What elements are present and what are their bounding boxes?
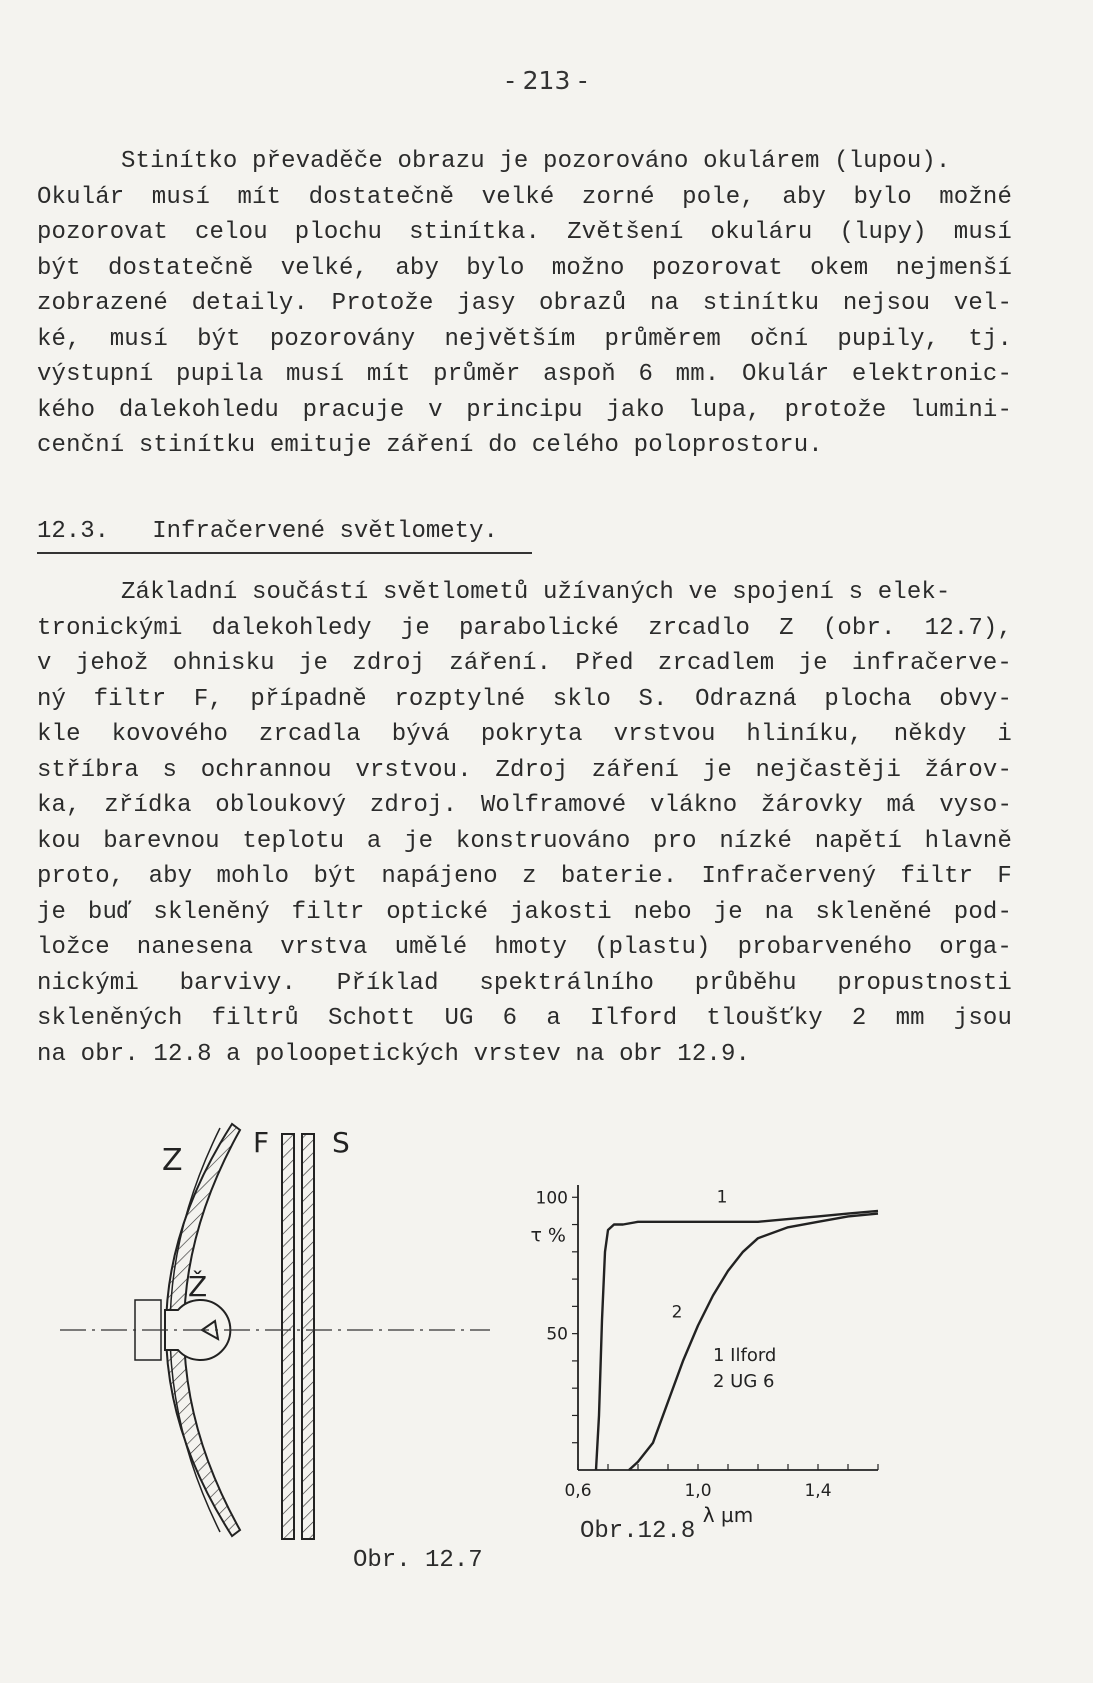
filter-plate (282, 1134, 294, 1539)
section-heading (37, 518, 498, 545)
label-f: F (253, 1126, 270, 1159)
figure-12-8-chart (520, 1150, 880, 1527)
series-line-2 (629, 1214, 878, 1470)
text-line: proto, aby mohlo být napájeno z baterie. Infračervený filtr F (37, 863, 1012, 890)
y-tick-label: 100 (535, 1188, 568, 1209)
legend-entry: 1 Ilford (713, 1344, 777, 1366)
paragraph-1 (37, 144, 1012, 464)
figure-12-7-caption: Obr. 12.7 (353, 1547, 483, 1574)
text-line: ný filtr F, případně rozptylné sklo S. Odrazná plocha obvy- (37, 685, 1012, 713)
text-line: Okulár musí mít dostatečně velké zorné pole, aby bylo možné (37, 183, 1012, 211)
section-underline (37, 552, 532, 554)
text-line: cenční stinítku emituje záření do celého poloprostoru. (37, 432, 823, 459)
text-line: na obr. 12.8 a poloopetických vrstev na obr 12.9. (37, 1040, 751, 1068)
label-z: Z (162, 1143, 183, 1178)
text-line: Základní součástí světlometů užívaných ve spojení s elek- (121, 579, 951, 606)
page-number: - 213 - (505, 66, 588, 95)
series-label-2: 2 (671, 1302, 683, 1323)
text-line: ka, zřídka obloukový zdroj. Wolframové vlákno žárovky má vyso- (37, 792, 1012, 819)
series-label-1: 1 (716, 1187, 728, 1208)
diffuser-plate (302, 1134, 314, 1539)
text-line: tronickými dalekohledy je parabolické zrcadlo Z (obr. 12.7), (37, 614, 1012, 642)
text-line: být dostatečně velké, aby bylo možno pozorovat okem nejmenší (37, 254, 1012, 282)
label-s: S (332, 1126, 350, 1159)
label-source: Ž (188, 1270, 208, 1303)
text-line: zobrazené detaily. Protože jasy obrazů na stinítku nejsou vel- (37, 290, 1012, 317)
paragraph-2 (37, 575, 1012, 1072)
text-line: pozorovat celou plochu stinítka. Zvětšení okuláru (lupy) musí (37, 219, 1012, 246)
text-line: výstupní pupila musí mít průměr aspoň 6 mm. Okulár elektronic- (37, 361, 1012, 388)
text-line: kého dalekohledu pracuje v principu jako lupa, protože lumini- (37, 396, 1012, 424)
series-line-1 (596, 1211, 878, 1470)
text-line: v jehož ohnisku je zdroj záření. Před zrcadlem je infračerve- (37, 650, 1012, 677)
text-line: ké, musí být pozorovány největším průměrem oční pupily, tj. (37, 325, 1012, 353)
x-tick-label: 1,4 (804, 1481, 832, 1501)
text-line: nickými barvivy. Příklad spektrálního průběhu propustnosti (37, 969, 1012, 997)
text-line: je buď skleněný filtr optické jakosti nebo je na skleněné pod- (37, 898, 1012, 926)
text-line: ložce nanesena vrstva umělé hmoty (plastu) probarveného orga- (37, 934, 1012, 961)
legend-entry: 2 UG 6 (713, 1370, 775, 1392)
section-title: Infračervené světlomety. (152, 518, 498, 545)
text-line: kle kovového zrcadla bývá pokryta vrstvou hliníku, někdy i (37, 721, 1012, 748)
x-tick-label: 0,6 (564, 1481, 592, 1501)
figure-12-7-diagram (50, 1110, 490, 1560)
figure-12-8-caption: Obr.12.8 (580, 1518, 696, 1545)
text-line: kou barevnou teplotu a je konstruováno pro nízké napětí hlavně (37, 827, 1012, 855)
text-line: skleněných filtrů Schott UG 6 a Ilford tloušťky 2 mm jsou (37, 1005, 1012, 1032)
section-number: 12.3. (37, 518, 110, 545)
x-axis-label: λ µm (702, 1503, 754, 1527)
text-line: stříbra s ochrannou vrstvou. Zdroj záření je nejčastěji žárov- (37, 756, 1012, 784)
text-line: Stinítko převaděče obrazu je pozorováno okulárem (lupou). (121, 148, 951, 175)
y-tick-label: 50 (546, 1324, 568, 1345)
y-axis-label: τ % (530, 1224, 566, 1247)
x-tick-label: 1,0 (684, 1481, 712, 1501)
